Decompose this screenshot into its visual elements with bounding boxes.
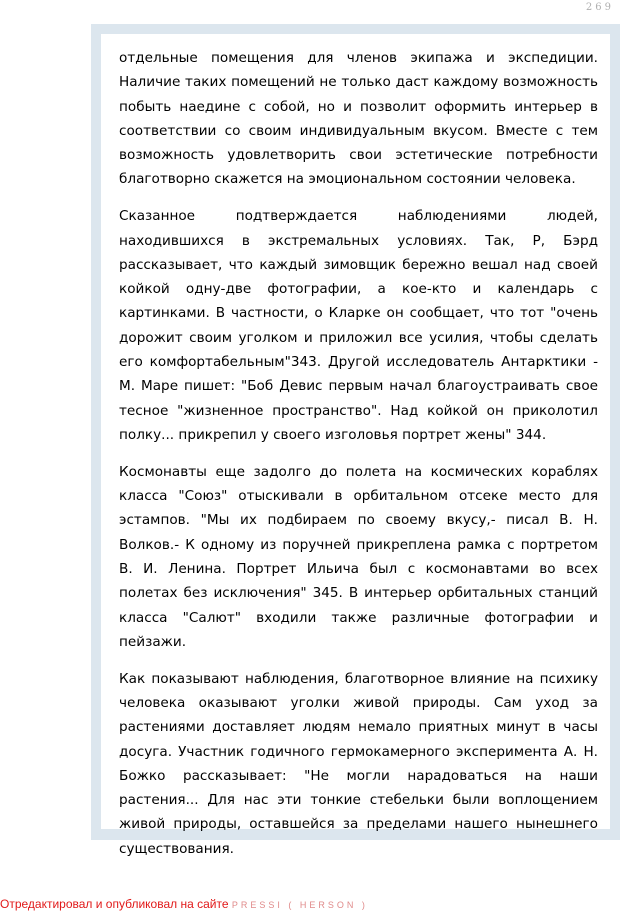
paragraph: Сказанное подтверждается наблюдениями людей, находившихся в экстремальных условиях. Так, Р, Бэрд рассказывает, что каждый зимовщик бережно вешал над своей койкой одну-две фотографии, а кое-кто и календарь с картинками. В частности, о Кларке он сообщает, что тот "очень дорожит своим уголком и приложил все усилия, чтобы сделать его комфортабельным"343. Другой исследователь Антарктики - М. Маре пишет: "Боб Девис первым начал благоустраивать свое тесное "жизненное пространство". Над койкой он приколотил полку... прикрепил у своего изголовья портрет жены" 344. <box>119 208 598 443</box>
body-text <box>101 34 610 861</box>
paragraph: отдельные помещения для членов экипажа и экспедиции. Наличие таких помещений не только даст каждому возможность побыть наедине с собой, но и позволит оформить интерьер в соответствии со своим индивидуальным вкусом. Вместе с тем возможность удовлетворить свои эстетические потребности благотворно скажется на эмоциональном состоянии человека. <box>119 50 598 188</box>
paragraph: Космонавты еще задолго до полета на космических кораблях класса "Союз" отыскивали в орбитальном отсеке место для эстампов. "Мы их подбираем по своему вкусу,- писал В. Н. Волков.- К одному из поручней прикреплена рамка с портретом В. И. Ленина. Портрет Ильича был с космонавтами во всех полетах без исключения" 345. В интерьер орбитальных станций класса "Салют" входили также различные фотографии и пейзажи. <box>119 463 598 650</box>
paragraph: Как показывают наблюдения, благотворное влияние на психику человека оказывают уголки живой природы. Сам уход за растениями доставляет людям немало приятных минут в часы досуга. Участник годичного гермокамерного эксперимента А. Н. Божко рассказывает: "Не могли нарадоваться на наши растения... Для нас эти тонкие стебельки были воплощением живой природы, оставшейся за пределами нашего нынешнего существования. <box>119 670 598 857</box>
footer-text: Отредактировал и опубликовал на сайте <box>0 897 229 911</box>
text-frame-inner <box>101 34 610 857</box>
footer-brand-link[interactable]: PRESSI ( HERSON ) <box>231 900 368 910</box>
page-number: 269 <box>585 2 614 13</box>
footer <box>0 897 368 912</box>
text-frame <box>91 24 620 857</box>
